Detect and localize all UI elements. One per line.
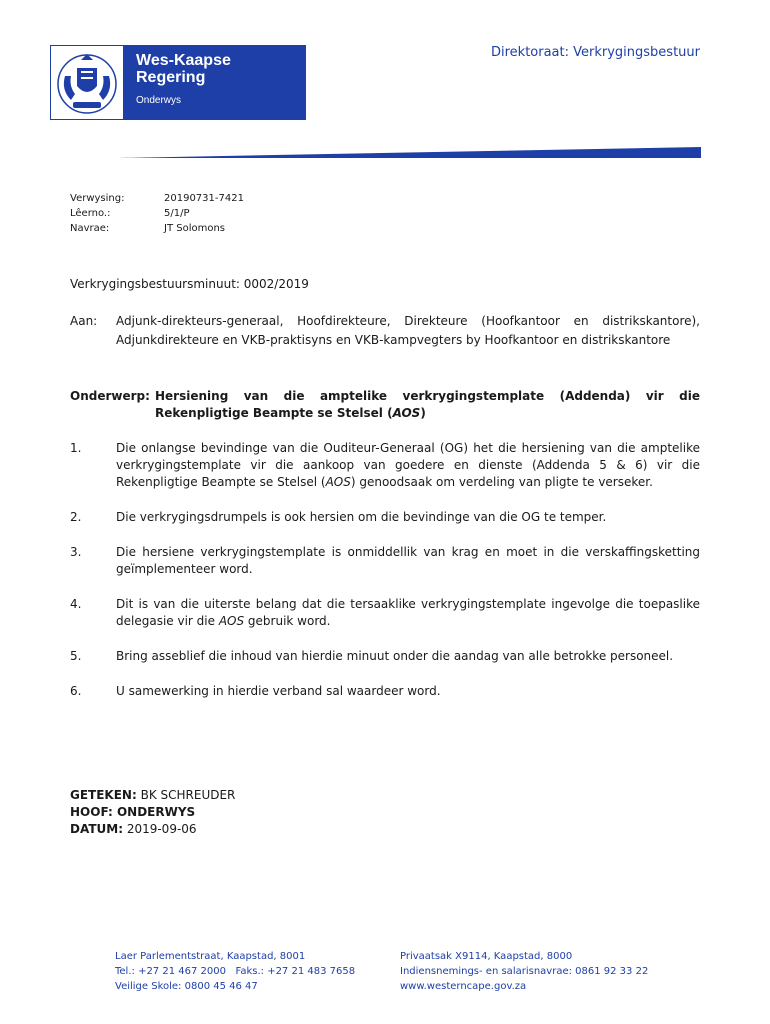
item-text	[116, 648, 700, 665]
item-text-part: gebruik word.	[244, 614, 331, 628]
footer	[115, 949, 715, 994]
subject	[70, 388, 700, 422]
item-text-part: Die verkrygingsdrumpels is ook hersien om die bevindinge van die OG te temper.	[116, 510, 607, 524]
item-number: 3.	[70, 545, 82, 559]
footer-line: Laer Parlementstraat, Kaapstad, 8001	[115, 951, 306, 962]
reference-value: 5/1/P	[164, 208, 190, 219]
recipients-text: Adjunk-direkteurs-generaal, Hoofdirekteure, Direkteure (Hoofkantoor en distrikskantore), Adjunkdirekteure en VKB-praktisyns en VKB-kampvegters by Hoofkantoor en distrikskantore	[116, 314, 700, 347]
item-text-part: Bring asseblief die inhoud van hierdie minuut onder die aandag van alle betrokke personeel.	[116, 649, 674, 663]
logo-text	[124, 45, 306, 120]
item-text-part: Die hersiene verkrygingstemplate is onmiddellik van krag en moet in die verskaffingsketting geïmplementeer word.	[116, 545, 700, 576]
signoff	[70, 787, 235, 838]
logo-department: Onderwys	[136, 95, 182, 106]
subject-text-part: Hersiening van die amptelike verkrygingstemplate (Addenda) vir die Rekenpligtige Beampte se Stelsel (	[155, 389, 700, 420]
subject-label: Onderwerp:	[70, 389, 150, 403]
recipients	[70, 312, 700, 350]
footer-line: Veilige Skole: 0800 45 46 47	[115, 981, 258, 992]
date-label: DATUM:	[70, 822, 123, 836]
item-text-emphasis: AOS	[218, 614, 245, 628]
list-item	[70, 648, 700, 665]
item-text-part: U samewerking in hierdie verband sal waardeer word.	[116, 684, 441, 698]
recipients-label: Aan:	[70, 314, 98, 328]
item-number: 4.	[70, 597, 82, 611]
logo-name-line2: Regering	[136, 69, 206, 86]
item-text	[116, 544, 700, 578]
subject-text-emphasis: AOS	[392, 406, 421, 420]
reference-label: Navrae:	[70, 223, 110, 234]
item-number: 1.	[70, 441, 82, 455]
footer-line: Tel.: +27 21 467 2000 Faks.: +27 21 483 7658	[115, 966, 356, 977]
signed-label: GETEKEN:	[70, 788, 137, 802]
reference-row	[70, 206, 244, 221]
list-item	[70, 509, 700, 526]
footer-line: Privaatsak X9114, Kaapstad, 8000	[400, 951, 573, 962]
reference-row	[70, 191, 244, 206]
logo-name-line1: Wes-Kaapse	[136, 52, 231, 69]
reference-value: 20190731-7421	[164, 193, 244, 204]
reference-value: JT Solomons	[164, 223, 226, 234]
directorate-title: Direktoraat: Verkrygingsbestuur	[490, 45, 700, 60]
list-item	[70, 596, 700, 630]
minute-number: Verkrygingsbestuursminuut: 0002/2019	[70, 277, 309, 291]
reference-table	[70, 191, 244, 236]
head-label: HOOF: ONDERWYS	[70, 805, 196, 819]
item-text-emphasis: AOS	[325, 475, 351, 489]
footer-line: Indiensnemings- en salarisnavrae: 0861 92 33 22	[400, 966, 649, 977]
coat-of-arms-icon	[50, 45, 124, 120]
footer-left	[115, 949, 400, 994]
reference-label: Lêerno.:	[70, 208, 111, 219]
subject-text	[155, 388, 700, 422]
item-text	[116, 596, 700, 630]
reference-row	[70, 221, 244, 236]
item-number: 2.	[70, 510, 82, 524]
item-text	[116, 440, 700, 491]
signed-by	[70, 787, 235, 804]
list-item	[70, 440, 700, 491]
item-text-part: Die onlangse bevindinge van die Ouditeur-Generaal (OG) het die hersiening van die amptelike verkrygingstemplate vir die aankoop van goedere en dienste (Addenda 5 & 6) vir die Rekenpligtige Beampte se Stelsel (	[116, 441, 700, 489]
item-number: 6.	[70, 684, 82, 698]
item-text-part: ) genoodsaak om verdeling van pligte te verseker.	[350, 475, 653, 489]
item-number: 5.	[70, 649, 82, 663]
numbered-items	[70, 440, 700, 700]
date-value: 2019-09-06	[123, 822, 197, 836]
list-item	[70, 683, 700, 700]
item-text	[116, 683, 700, 700]
list-item	[70, 544, 700, 578]
signed-value: BK SCHREUDER	[136, 788, 236, 802]
item-text-part: Dit is van die uiterste belang dat die tersaaklike verkrygingstemplate ingevolge die toepaslike delegasie vir die	[116, 597, 700, 628]
reference-label: Verwysing:	[70, 193, 125, 204]
logo-block	[50, 45, 306, 120]
footer-right	[400, 949, 710, 994]
head-title	[70, 804, 235, 821]
signed-date	[70, 821, 235, 838]
header-rule	[118, 146, 701, 159]
item-text	[116, 509, 700, 526]
footer-link[interactable]: www.westerncape.gov.za	[400, 981, 527, 992]
subject-text-part: )	[420, 406, 426, 420]
